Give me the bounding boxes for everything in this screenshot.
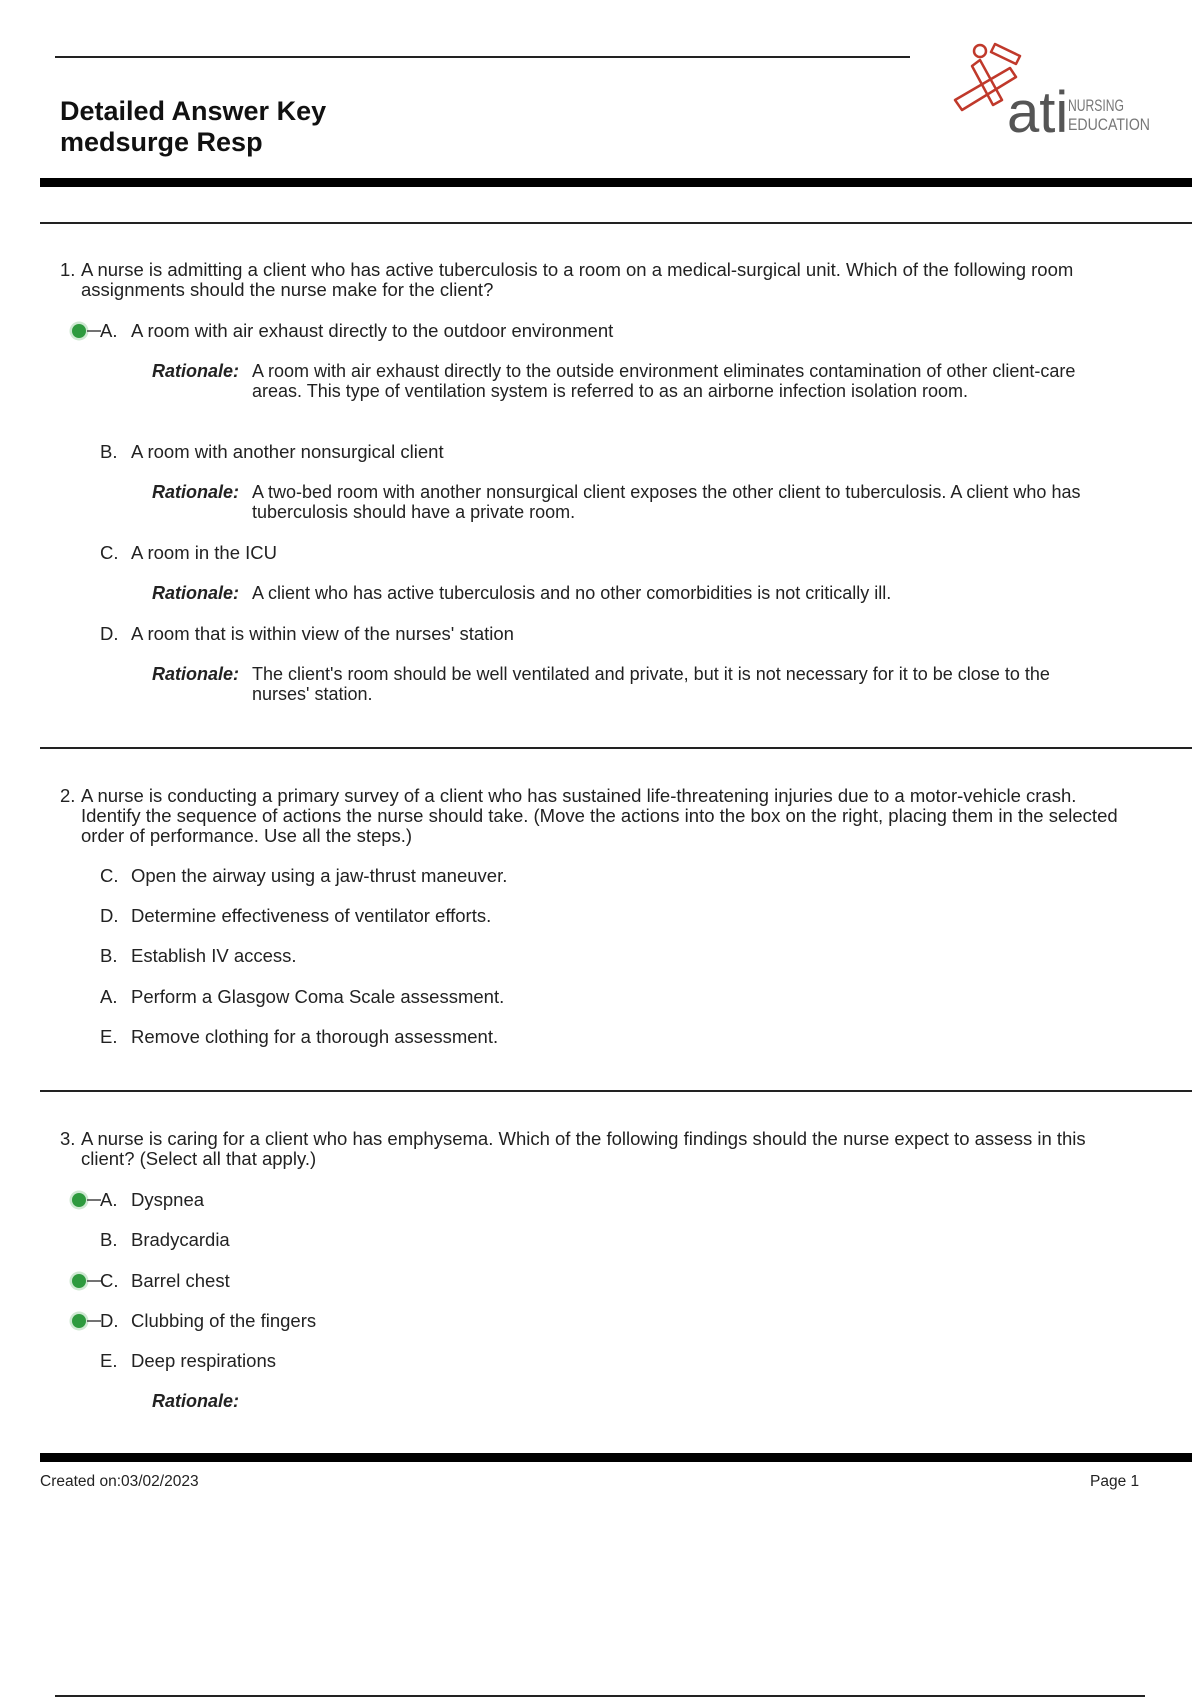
page-number: Page 1 [1090,1473,1140,1490]
option-text: Deep respirations [131,1350,276,1371]
option-letter: D. [100,1310,119,1331]
rationale-text: The client's room should be well ventilated and private, but it is not necessary for it to be close to the nurses' station. [252,664,1050,704]
answer-option[interactable] [100,542,277,564]
logo-line-1: NURSING [1068,96,1124,115]
divider [40,222,1192,224]
question-3 [60,1129,1120,1169]
option-letter: C. [100,542,119,563]
question-text: A nurse is caring for a client who has emphysema. Which of the following findings should the nurse expect to assess in this client? (Select all that apply.) [81,1128,1086,1169]
answer-option[interactable] [100,320,613,342]
divider [40,1090,1192,1092]
option-letter: B. [100,1229,118,1250]
header-top-rule [55,56,910,58]
title-line-1: Detailed Answer Key [60,96,327,126]
option-text: Determine effectiveness of ventilator efforts. [131,905,492,926]
correct-answer-marker-icon [68,1270,102,1292]
answer-option[interactable] [100,623,514,645]
rationale-label: Rationale: [152,361,240,381]
correct-answer-marker-icon [68,1189,102,1211]
question-number: 1. [60,259,76,280]
rationale-label: Rationale: [152,482,240,502]
option-letter: E. [100,1026,118,1047]
rationale [152,583,1112,603]
option-text: Remove clothing for a thorough assessment. [131,1026,499,1047]
option-text: Perform a Glasgow Coma Scale assessment. [131,986,505,1007]
rationale-text: A two-bed room with another nonsurgical client exposes the other client to tuberculosis. A client who has tuberculosis should have a private room. [252,482,1081,522]
option-text: Open the airway using a jaw-thrust maneuver. [131,865,508,886]
rationale-label: Rationale: [152,664,240,684]
option-text: A room with another nonsurgical client [131,441,444,462]
option-text: Establish IV access. [131,945,297,966]
answer-option[interactable] [100,1270,230,1292]
option-text: Clubbing of the fingers [131,1310,317,1331]
page-title [60,96,326,158]
option-letter: A. [100,320,118,341]
question-1 [60,260,1120,300]
option-letter: E. [100,1350,118,1371]
rationale [152,482,1112,522]
answer-option[interactable] [100,1350,276,1372]
logo-line-2: EDUCATION [1068,115,1150,134]
ordered-step[interactable] [100,1026,498,1048]
rationale-text: A room with air exhaust directly to the outside environment eliminates contamination of other client-care areas. This type of ventilation system is referred to as an airborne infection isolation room. [252,361,1076,401]
option-text: A room with air exhaust directly to the outdoor environment [131,320,614,341]
option-text: A room in the ICU [131,542,278,563]
option-letter: B. [100,441,118,462]
bottom-rule [55,1695,1145,1697]
footer-thick-rule [40,1453,1192,1462]
option-letter: D. [100,905,119,926]
option-text: Barrel chest [131,1270,230,1291]
rationale-label: Rationale: [152,1391,240,1411]
correct-answer-marker-icon [68,320,102,342]
created-date: Created on:03/02/2023 [40,1473,199,1490]
rationale-text: A client who has active tuberculosis and no other comorbidities is not critically ill. [252,583,892,603]
option-text: Bradycardia [131,1229,230,1250]
rationale [152,361,1112,401]
ordered-step[interactable] [100,865,507,887]
option-letter: B. [100,945,118,966]
ati-nursing-education-logo [950,40,1160,150]
question-number: 2. [60,785,76,806]
question-number: 3. [60,1128,76,1149]
answer-option[interactable] [100,1229,230,1251]
rationale [152,664,1112,704]
ordered-step[interactable] [100,986,504,1008]
ordered-step[interactable] [100,945,297,967]
rationale-label: Rationale: [152,583,240,603]
option-letter: A. [100,986,118,1007]
option-text: Dyspnea [131,1189,205,1210]
option-letter: D. [100,623,119,644]
question-text: A nurse is conducting a primary survey of a client who has sustained life-threatening injuries due to a motor-vehicle crash. Identify the sequence of actions the nurse should take. (Move the actions into the box on the right, placing them in the selected order of performance. Use all the steps.) [81,785,1118,846]
answer-option[interactable] [100,1310,316,1332]
divider [40,747,1192,749]
title-line-2: medsurge Resp [60,127,263,157]
answer-option[interactable] [100,441,444,463]
option-text: A room that is within view of the nurses' station [131,623,514,644]
logo-brand: ati [1007,80,1069,145]
correct-answer-marker-icon [68,1310,102,1332]
question-2 [60,786,1120,846]
option-letter: C. [100,865,119,886]
ordered-step[interactable] [100,905,491,927]
option-letter: C. [100,1270,119,1291]
option-letter: A. [100,1189,118,1210]
answer-option[interactable] [100,1189,204,1211]
header-thick-rule [40,178,1192,187]
question-text: A nurse is admitting a client who has active tuberculosis to a room on a medical-surgical unit. Which of the following room assignments should the nurse make for the client? [81,259,1074,300]
